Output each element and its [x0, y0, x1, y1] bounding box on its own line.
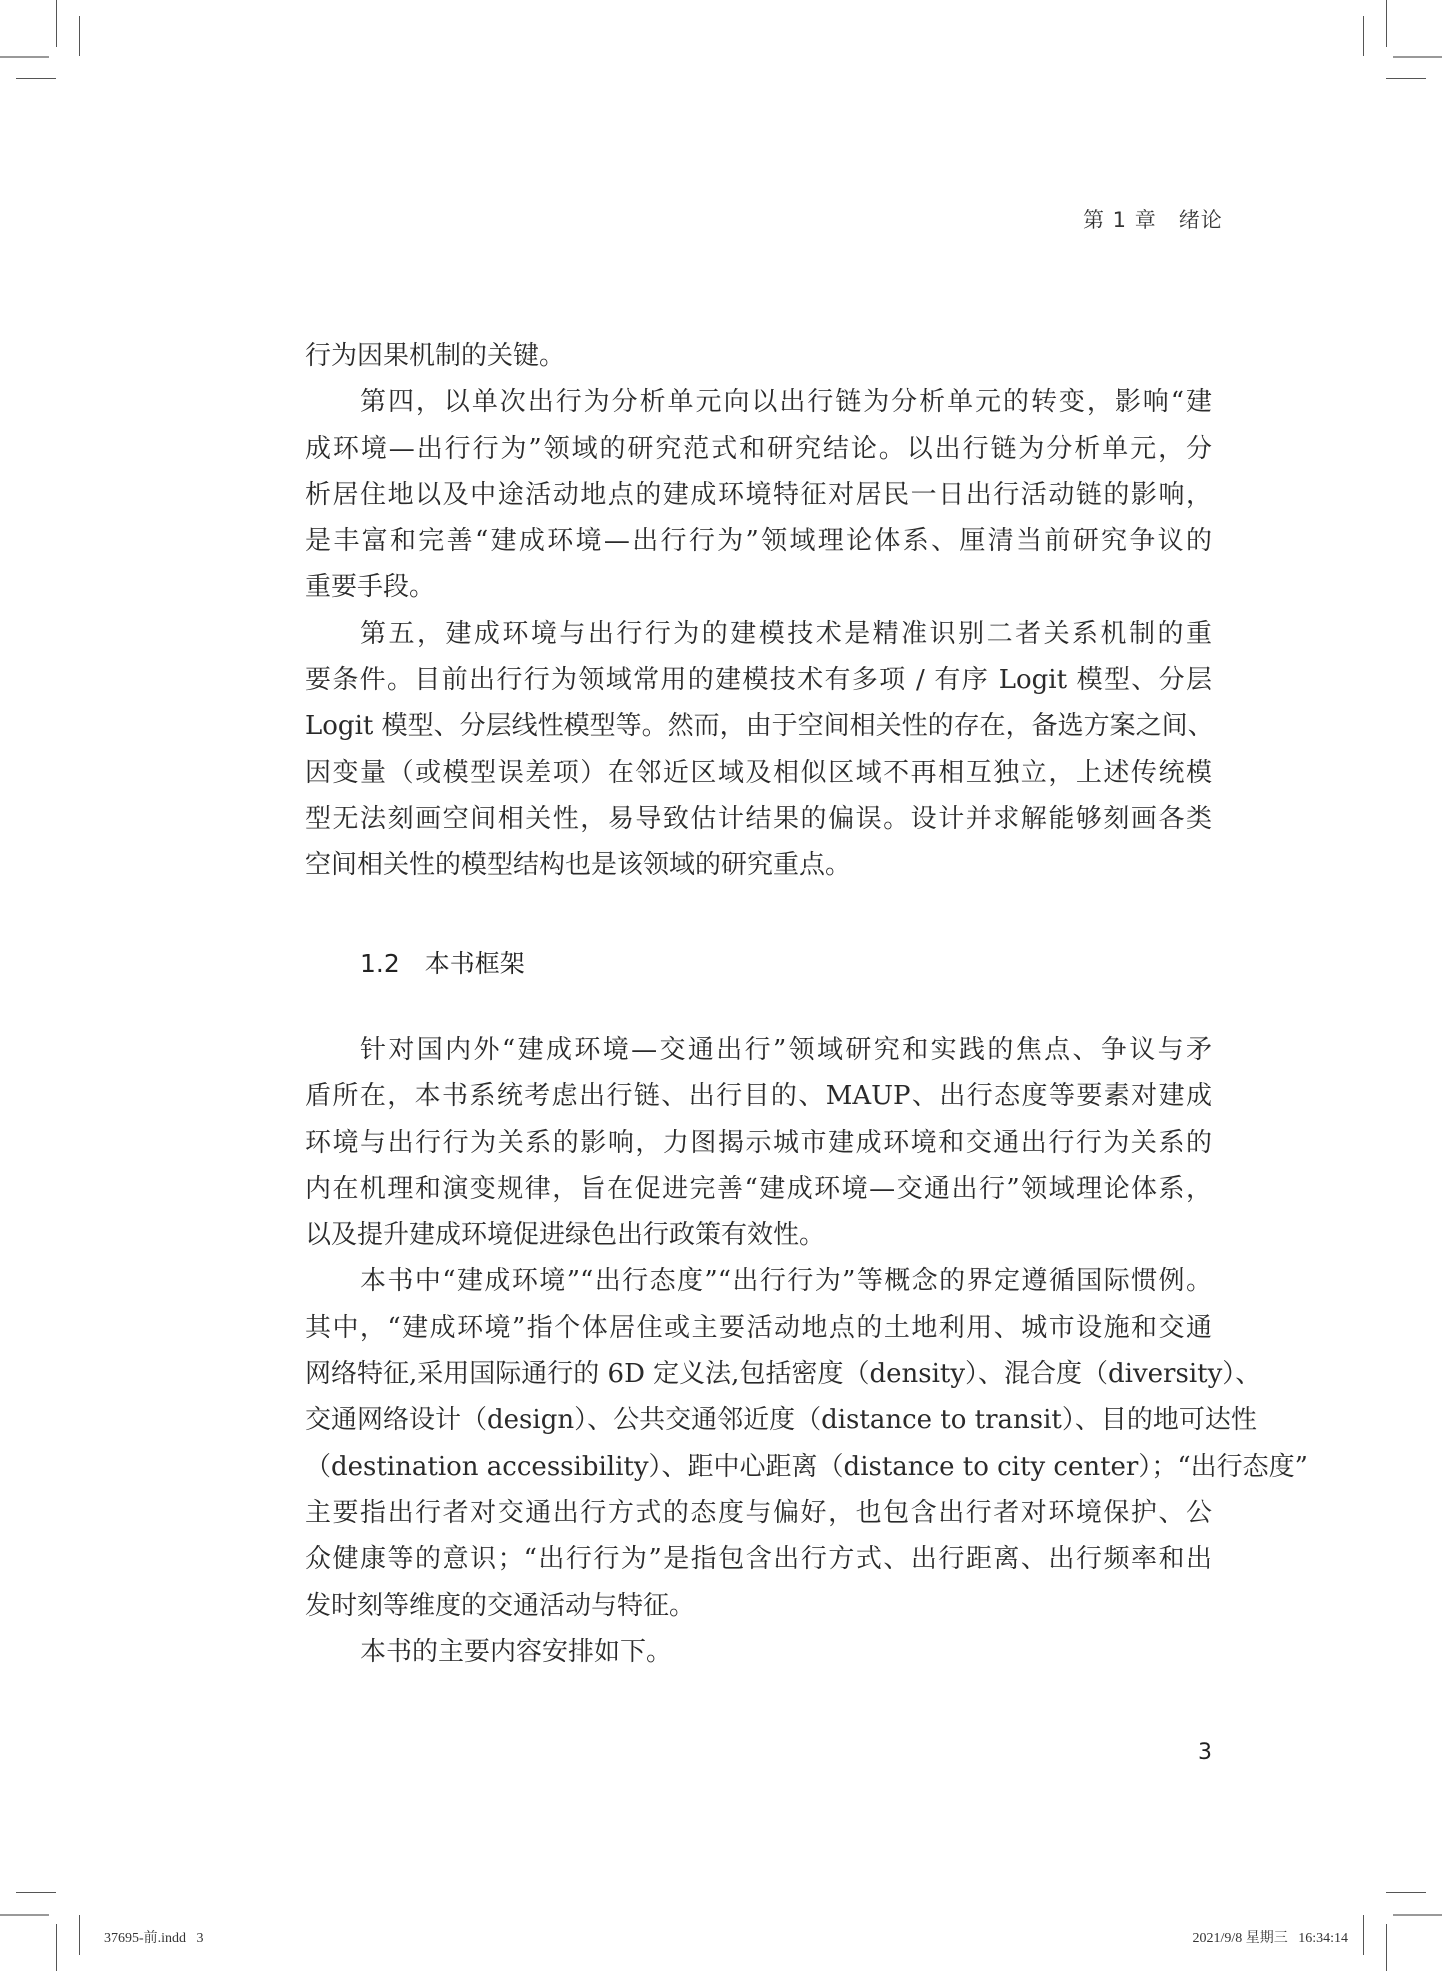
text-line: 行为因果机制的关键。 — [305, 341, 566, 371]
section-heading: 1.2 本书框架 — [360, 949, 525, 978]
text-line: 因变量（或模型误差项）在邻近区域及相似区域不再相互独立，上述传统模 — [305, 757, 1212, 788]
crop-mark — [16, 1892, 56, 1893]
text-line: 成环境—出行行为”领域的研究范式和研究结论。以出行链为分析单元，分 — [305, 433, 1212, 464]
text-line: 以及提升建成环境促进绿色出行政策有效性。 — [305, 1220, 826, 1251]
crop-mark — [1386, 78, 1426, 79]
crop-mark — [1393, 1914, 1442, 1916]
text-line: Logit 模型、分层线性模型等。然而，由于空间相关性的存在，备选方案之间、 — [305, 711, 1214, 742]
crop-mark — [16, 78, 56, 79]
text-line: 主要指出行者对交通出行方式的态度与偏好，也包含出行者对环境保护、公 — [305, 1497, 1212, 1528]
crop-mark — [1363, 16, 1364, 56]
text-line: 盾所在，本书系统考虑出行链、出行目的、MAUP、出行态度等要素对建成 — [305, 1081, 1212, 1112]
text-line: 第四，以单次出行为分析单元向以出行链为分析单元的转变，影响“建 — [360, 387, 1212, 418]
text-line: 空间相关性的模型结构也是该领域的研究重点。 — [305, 850, 852, 881]
crop-mark — [1393, 56, 1442, 58]
crop-mark — [1363, 1915, 1364, 1955]
text-line: 网络特征,采用国际通行的 6D 定义法,包括密度（density）、混合度（diversity）、 — [305, 1359, 1262, 1390]
crop-mark — [1386, 0, 1387, 47]
text-line: 重要手段。 — [305, 572, 436, 603]
text-line: 第五，建成环境与出行行为的建模技术是精准识别二者关系机制的重 — [360, 618, 1212, 649]
crop-mark — [0, 56, 49, 58]
text-line: 众健康等的意识；“出行行为”是指包含出行方式、出行距离、出行频率和出 — [305, 1544, 1212, 1575]
text-line: （destination accessibility）、距中心距离（distance to city center）；“出行态度” — [305, 1451, 1308, 1482]
crop-mark — [1386, 1924, 1387, 1971]
page-number: 3 — [1198, 1740, 1212, 1765]
crop-mark — [56, 0, 57, 47]
text-line: 内在机理和演变规律，旨在促进完善“建成环境—交通出行”领域理论体系， — [305, 1173, 1212, 1204]
footer-filename: 37695-前.indd 3 — [104, 1931, 204, 1946]
crop-mark — [0, 1914, 49, 1916]
text-line: 是丰富和完善“建成环境—出行行为”领域理论体系、厘清当前研究争议的 — [305, 526, 1212, 557]
crop-mark — [56, 1924, 57, 1971]
body-text-block-2 — [305, 1027, 1308, 1675]
text-line: 型无法刻画空间相关性，易导致估计结果的偏误。设计并求解能够刻画各类 — [305, 803, 1212, 834]
text-line: 其中，“建成环境”指个体居住或主要活动地点的土地利用、城市设施和交通 — [305, 1312, 1212, 1343]
footer-timestamp: 2021/9/8 星期三 16:34:14 — [1192, 1931, 1348, 1946]
text-line: 要条件。目前出行行为领域常用的建模技术有多项 / 有序 Logit 模型、分层 — [305, 665, 1212, 696]
crop-mark — [79, 1915, 80, 1955]
text-line: 本书的主要内容安排如下。 — [360, 1636, 673, 1667]
text-line: 针对国内外“建成环境—交通出行”领域研究和实践的焦点、争议与矛 — [360, 1035, 1212, 1065]
text-line: 交通网络设计（design）、公共交通邻近度（distance to transit）、目的地可达性 — [305, 1405, 1257, 1436]
crop-mark — [1386, 1892, 1426, 1893]
text-line: 本书中“建成环境”“出行态度”“出行行为”等概念的界定遵循国际惯例。 — [360, 1266, 1212, 1297]
text-line: 发时刻等维度的交通活动与特征。 — [305, 1590, 696, 1621]
text-line: 析居住地以及中途活动地点的建成环境特征对居民一日出行活动链的影响， — [305, 479, 1212, 510]
crop-mark — [79, 16, 80, 56]
body-text-block-1 — [305, 333, 1212, 889]
running-header: 第 1 章 绪论 — [1083, 208, 1223, 232]
text-line: 环境与出行行为关系的影响，力图揭示城市建成环境和交通出行行为关系的 — [305, 1127, 1212, 1158]
